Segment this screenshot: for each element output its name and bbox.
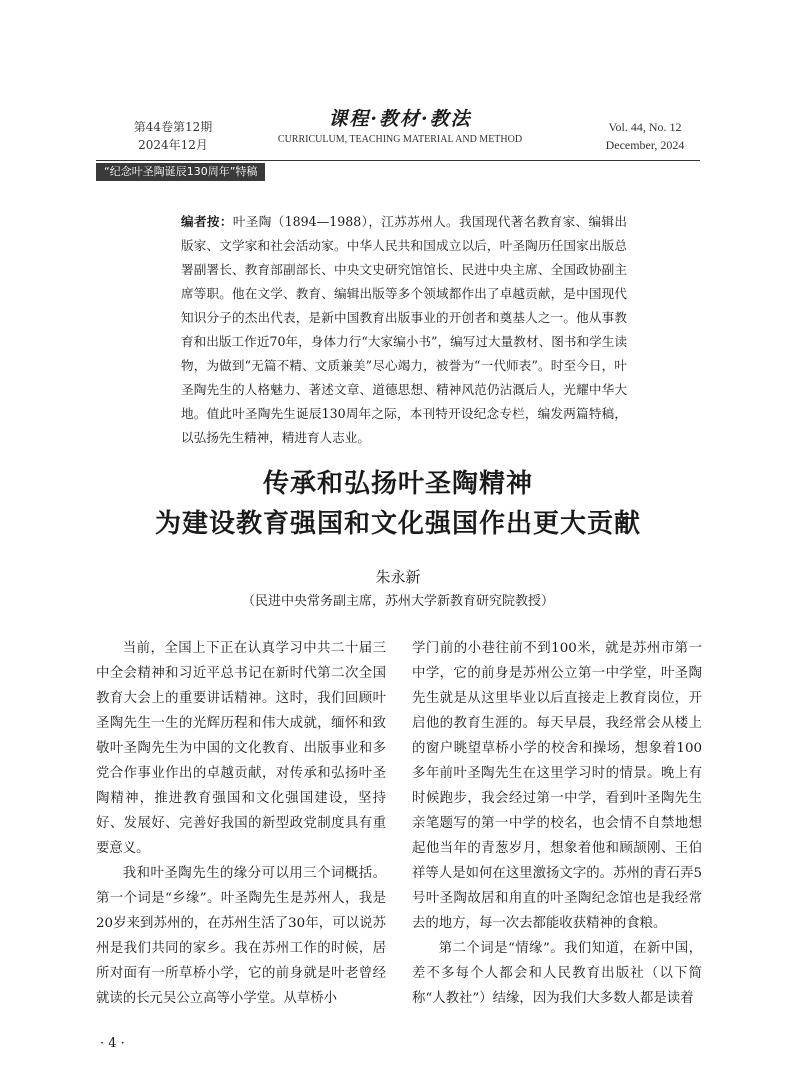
paragraph: 第二个词是“情缘”。我们知道，在新中国，差不多每个人都会和人民教育出版社（以下简称“人教社”）结缘，因为我们大多数人都是读着 [412, 941, 702, 1006]
page-number: · 4 · [100, 1036, 125, 1051]
journal-masthead [230, 106, 570, 148]
title-line-1: 传承和弘扬叶圣陶精神 [262, 469, 533, 499]
paragraph: 当前，全国上下正在认真学习中共二十届三中全会精神和习近平总书记在新时代第二次全国教育大会上的重要讲话精神。这时，我们回顾叶圣陶先生一生的光辉历程和伟大成就，缅怀和致敬叶圣陶先生为中国的文化教育、出版事业和多党合作事业作出的卓越贡献，对传承和弘扬叶圣陶精神，推进教育强国和文化强国建设，坚持好、发展好、完善好我国的新型政党制度具有重要意义。 [96, 641, 386, 856]
header-volume-cn [118, 118, 228, 154]
header-volume-en [590, 118, 700, 154]
body-column-left [96, 636, 386, 1011]
header-rule [96, 160, 700, 161]
section-banner: “纪念叶圣陶诞辰130周年”特稿 [96, 163, 265, 181]
title-line-2: 为建设教育强国和文化强国作出更大贡献 [154, 509, 641, 539]
journal-subtitle: CURRICULUM, TEACHING MATERIAL AND METHOD [277, 134, 523, 145]
editor-note-label: 编者按： [181, 214, 233, 229]
journal-title: 课程·教材·教法 [328, 108, 472, 130]
author-affiliation: （民进中央常务副主席，苏州大学新教育研究院教授） [241, 594, 554, 609]
editor-note-text: 叶圣陶（1894—1988），江苏苏州人。我国现代著名教育家、编辑出版家、文学家和社会活动家。中华人民共和国成立以后，叶圣陶历任国家出版总署副署长、教育部副部长、中央文史研究馆馆长、民进中央主席、全国政协副主席等职。他在文学、教育、编辑出版等多个领域都作出了卓越贡献，是中国现代知识分子的杰出代表，是新中国教育出版事业的开创者和奠基人之一。他从事教育和出版工作近70年，身体力行“大家编小书”，编写过大量教材、图书和学生读物，为做到“无篇不精、文质兼美”尽心竭力，被誉为“一代师表”。时至今日，叶圣陶先生的人格魅力、著述文章、道德思想、精神风范仍沾溉后人，光耀中华大地。值此叶圣陶先生诞辰130周年之际，本刊特开设纪念专栏，编发两篇特稿，以弘扬先生精神，精进育人志业。 [181, 214, 627, 445]
author-name: 朱永新 [375, 568, 421, 586]
volume-issue-en: Vol. 44, No. 12 [608, 120, 682, 134]
paragraph: 我和叶圣陶先生的缘分可以用三个词概括。第一个词是“乡缘”。叶圣陶先生是苏州人，我是20岁来到苏州的，在苏州生活了30年，可以说苏州是我们共同的家乡。我在苏州工作的时候，居所对面有一所草桥小学，它的前身就是叶老曾经就读的长元吴公立高等小学堂。从草桥小 [96, 866, 386, 1006]
body-column-right [412, 636, 702, 1011]
volume-issue-cn: 第44卷第12期 [133, 120, 213, 134]
date-en: December, 2024 [605, 138, 685, 152]
editor-note [181, 210, 627, 450]
date-cn: 2024年12月 [138, 138, 208, 152]
article-title [96, 464, 700, 544]
paragraph: 学门前的小巷往前不到100米，就是苏州市第一中学，它的前身是苏州公立第一中学堂，叶圣陶先生就是从这里毕业以后直接走上教育岗位，开启他的教育生涯的。每天早晨，我经常会从楼上的窗户眺望草桥小学的校舍和操场，想象着100多年前叶圣陶先生在这里学习时的情景。晚上有时候跑步，我会经过第一中学，看到叶圣陶先生亲笔题写的第一中学的校名，也会情不自禁地想起他当年的青葱岁月，想象着他和顾颉刚、王伯祥等人是如何在这里激扬文字的。苏州的青石弄5号叶圣陶故居和甪直的叶圣陶纪念馆也是我经常去的地方，每一次去都能收获精神的食粮。 [412, 641, 702, 931]
